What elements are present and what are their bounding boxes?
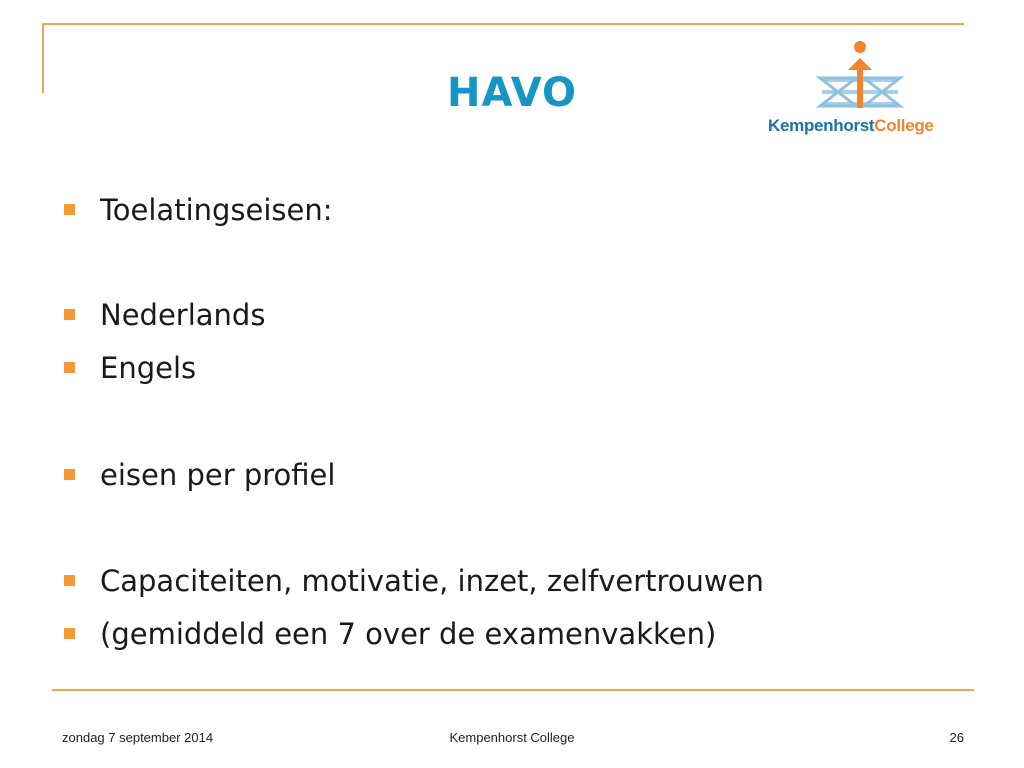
square-bullet-icon: [64, 469, 75, 480]
bullet-text: Nederlands: [100, 298, 266, 332]
school-logo: [764, 38, 956, 142]
bullet-text: Capaciteiten, motivatie, inzet, zelfvertrouwen: [100, 564, 764, 598]
square-bullet-icon: [64, 575, 75, 586]
logo-word-college: College: [874, 116, 934, 135]
top-border-line: [42, 23, 964, 25]
footer-date: zondag 7 september 2014: [62, 730, 214, 745]
slide-title: HAVO: [447, 70, 577, 116]
square-bullet-icon: [64, 362, 75, 373]
logo-word-kempenhorst: Kempenhorst: [768, 116, 875, 135]
bullet-text: Toelatingseisen:: [100, 193, 333, 227]
bullet-text: Engels: [100, 351, 197, 385]
bullet-text: (gemiddeld een 7 over de examenvakken): [100, 617, 717, 651]
square-bullet-icon: [64, 628, 75, 639]
bullet-text: eisen per profiel: [100, 458, 336, 492]
footer-page-number: 26: [949, 730, 964, 745]
footer-divider: [52, 689, 974, 691]
square-bullet-icon: [64, 204, 75, 215]
footer-organization: Kempenhorst College: [449, 730, 575, 745]
square-bullet-icon: [64, 309, 75, 320]
school-emblem-icon: [764, 38, 956, 118]
logo-wordmark: [768, 116, 934, 136]
